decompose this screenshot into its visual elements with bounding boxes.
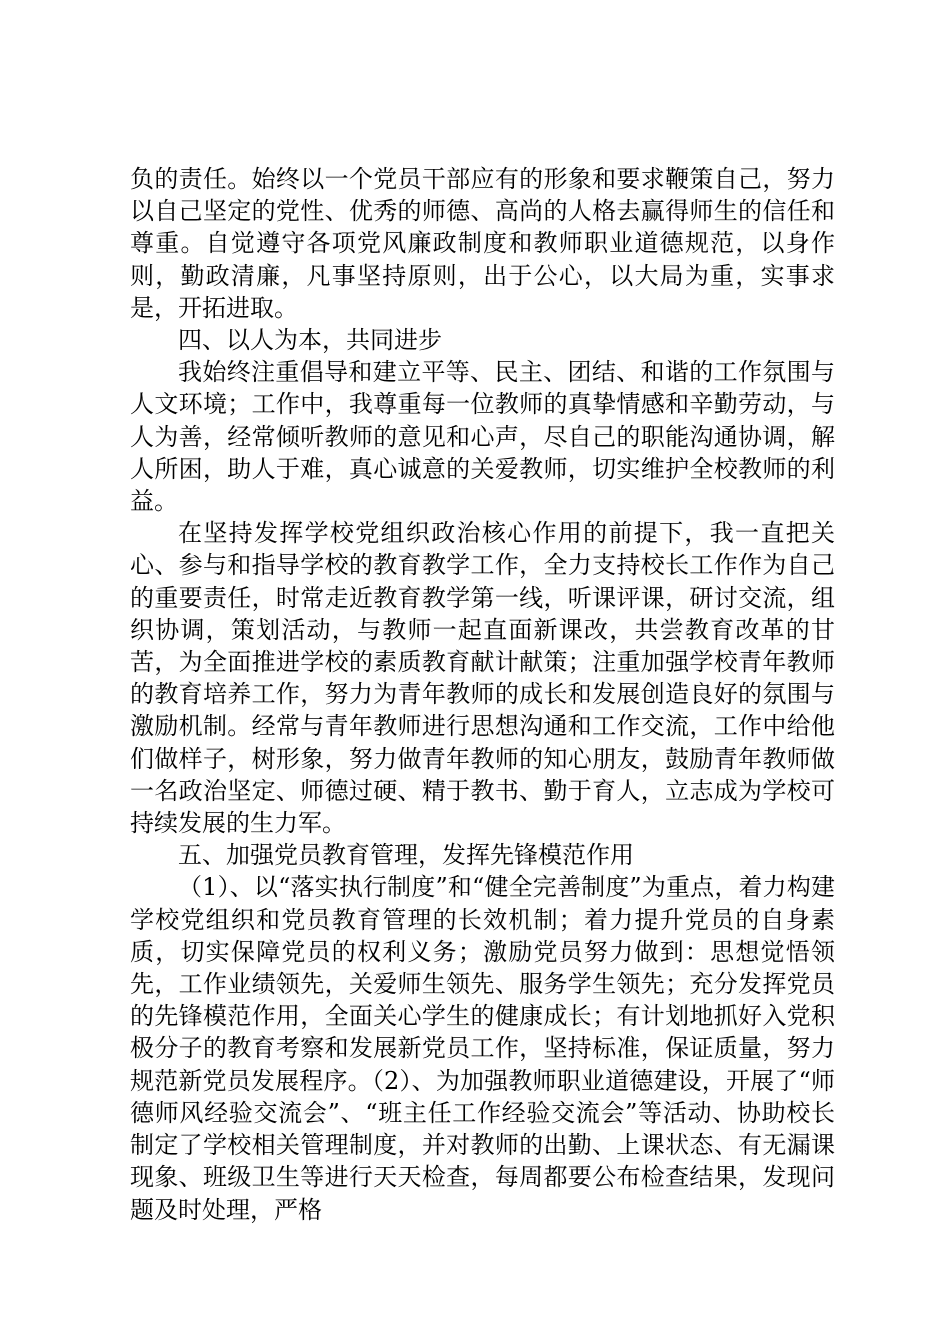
paragraph-people-oriented: 我始终注重倡导和建立平等、民主、团结、和谐的工作氛围与人文环境；工作中，我尊重每一位教师的真挚情感和辛勤劳动，与人为善，经常倾听教师的意见和心声，尽自己的职能沟通协调，解人所困，助人于难，真心诚意的关爱教师，切实维护全校教师的利益。 <box>130 358 835 516</box>
paragraph-party-member-management: （1）、以“落实执行制度”和“健全完善制度”为重点，着力构建学校党组织和党员教育管理的长效机制；着力提升党员的自身素质，切实保障党员的权利义务；激励党员努力做到：思想觉悟领先，工作业绩领先，关爱师生领先、服务学生领先；充分发挥党员的先锋模范作用，全面关心学生的健康成长；有计划地抓好入党积极分子的教育考察和发展新党员工作，坚持标准，保证质量，努力规范新党员发展程序。（2）、为加强教师职业道德建设，开展了“师德师风经验交流会”、“班主任工作经验交流会”等活动、协助校长制定了学校相关管理制度，并对教师的出勤、上课状态、有无漏课现象、班级卫生等进行天天检查，每周都要公布检查结果，发现问题及时处理，严格 <box>130 873 835 1224</box>
section-heading-four: 四、以人为本，共同进步 <box>178 326 442 355</box>
paragraph-continuation: 负的责任。始终以一个党员干部应有的形象和要求鞭策自己，努力以自己坚定的党性、优秀的师德、高尚的人格去赢得师生的信任和尊重。自觉遵守各项党风廉政制度和教师职业道德规范，以身作则，勤政清廉，凡事坚持原则，出于公心，以大局为重，实事求是，开拓进取。 <box>130 165 835 322</box>
section-heading-five: 五、加强党员教育管理，发挥先锋模范作用 <box>178 841 634 870</box>
document-page <box>130 163 835 1226</box>
paragraph-teaching-support: 在坚持发挥学校党组织政治核心作用的前提下，我一直把关心、参与和指导学校的教育教学工作，全力支持校长工作作为自己的重要责任，时常走近教育教学第一线，听课评课，研讨交流，组织协调，策划活动，与教师一起直面新课改，共尝教育改革的甘苦，为全面推进学校的素质教育献计献策；注重加强学校青年教师的教育培养工作，努力为青年教师的成长和发展创造良好的氛围与激励机制。经常与青年教师进行思想沟通和工作交流，工作中给他们做样子，树形象，努力做青年教师的知心朋友，鼓励青年教师做一名政治坚定、师德过硬、精于教书、勤于育人，立志成为学校可持续发展的生力军。 <box>130 519 835 838</box>
